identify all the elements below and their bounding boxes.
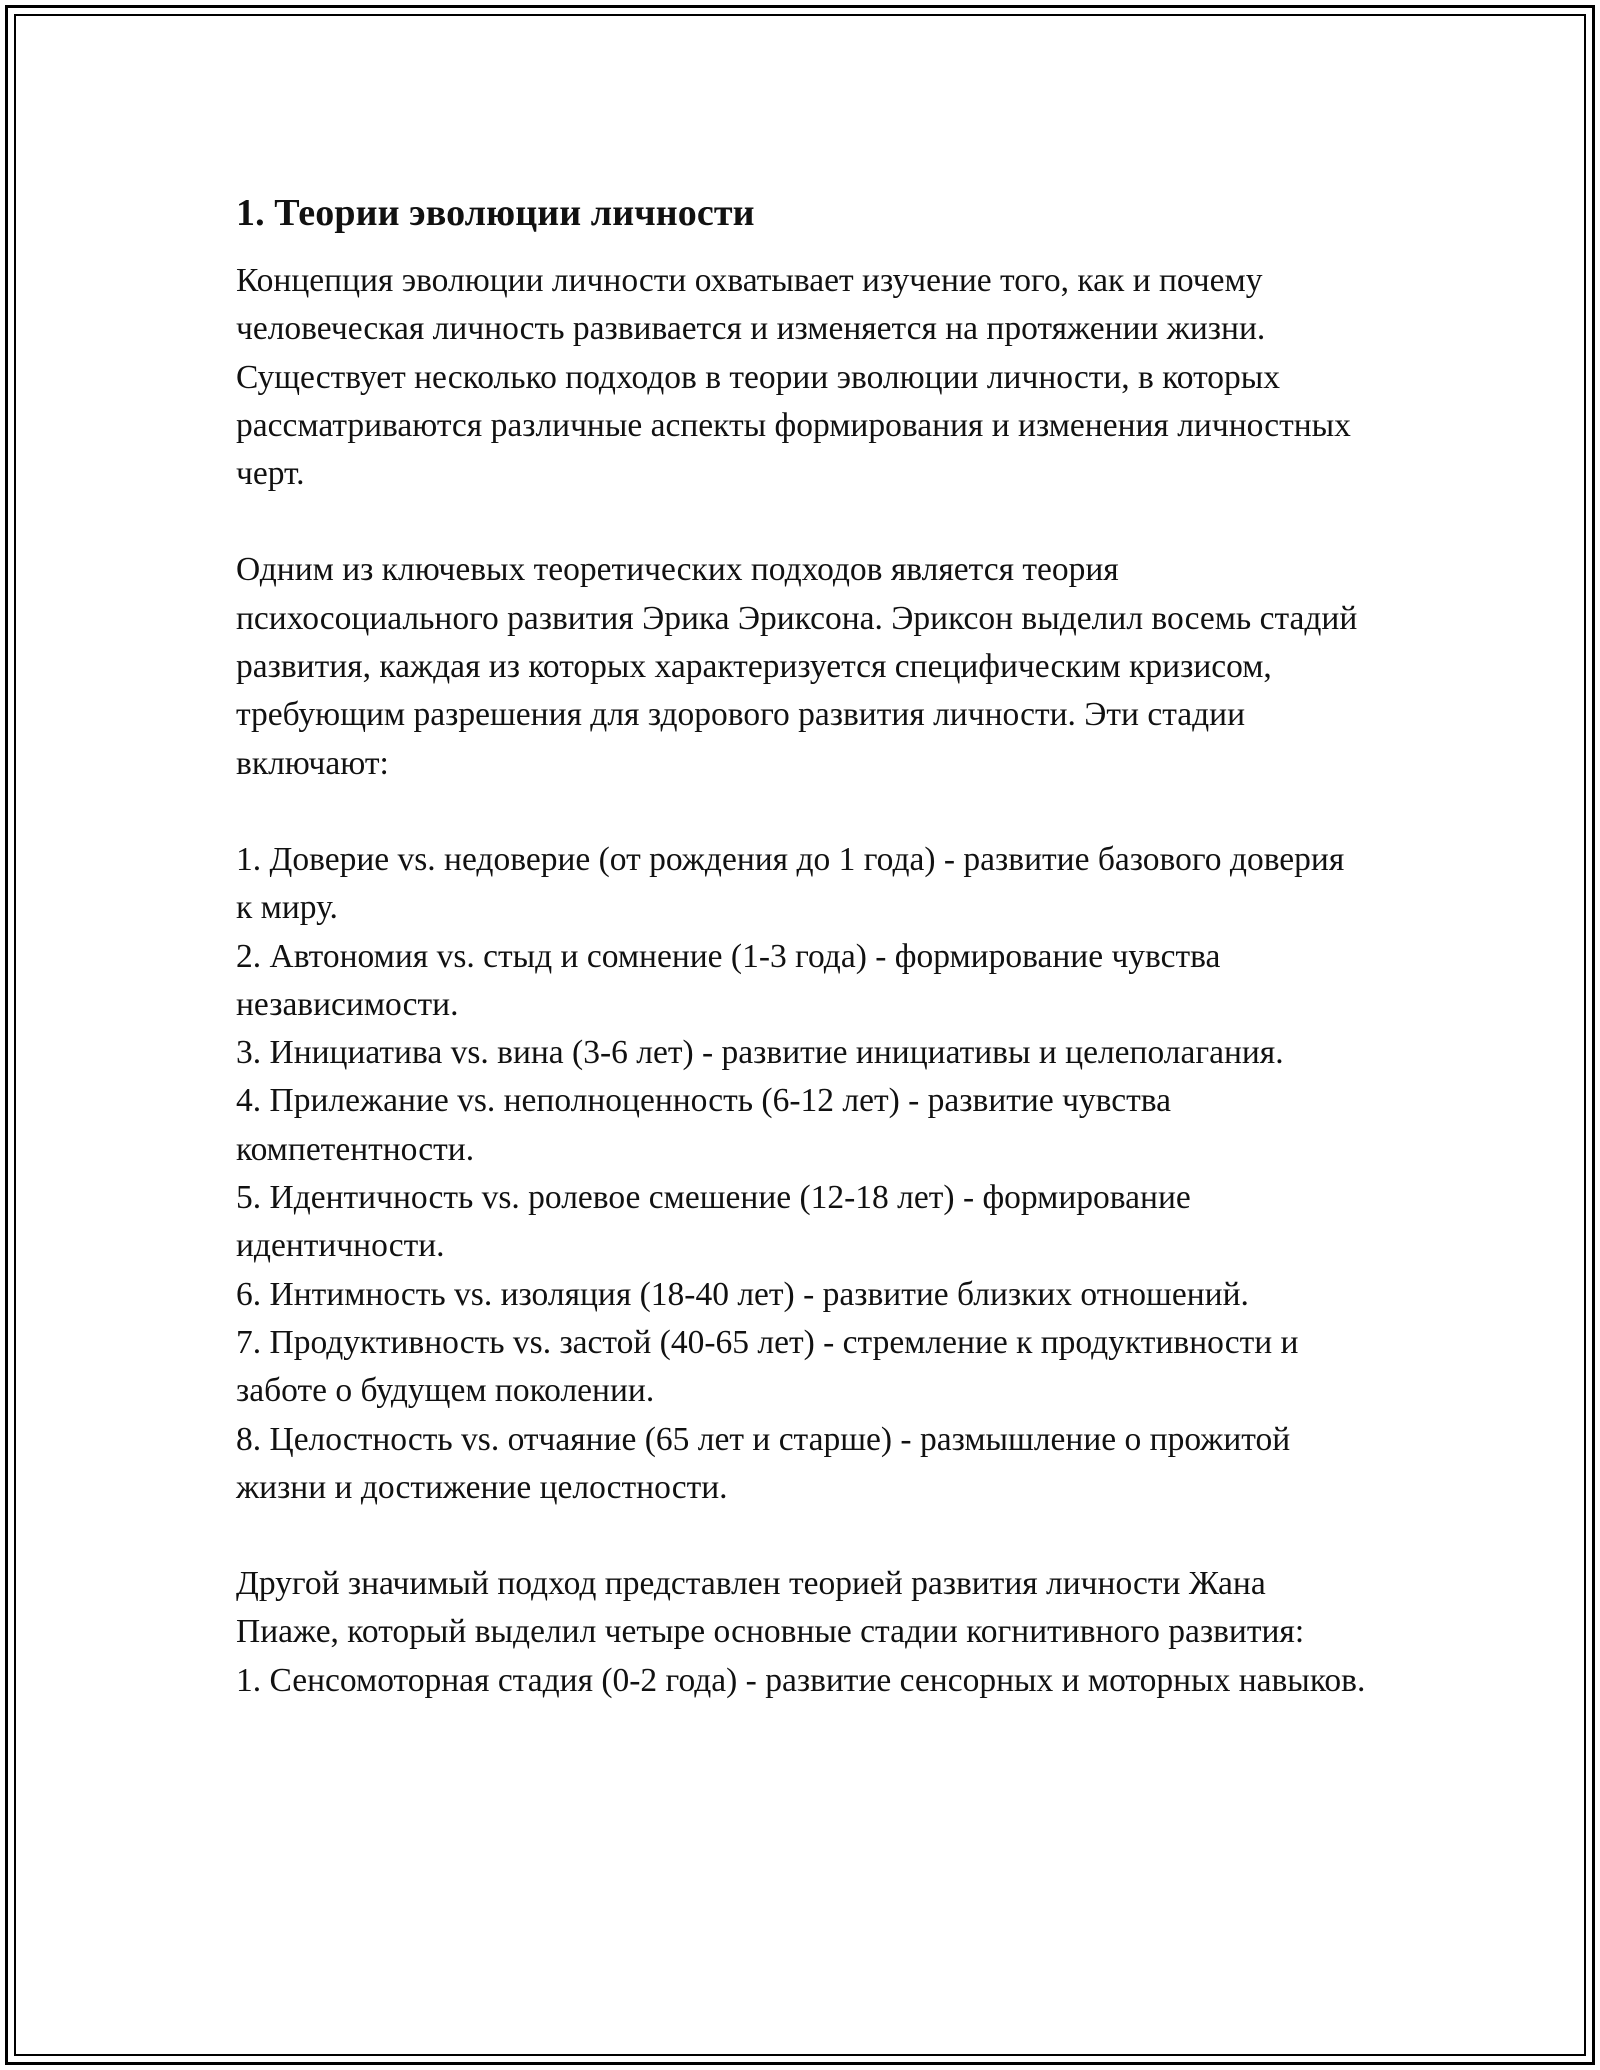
paragraph-gap [236, 498, 1366, 546]
piaget-stage-item: 1. Сенсомоторная стадия (0-2 года) - развитие сенсорных и моторных навыков. [236, 1661, 1366, 1699]
erikson-stage-item: 4. Прилежание vs. неполноценность (6-12 лет) - развитие чувства компетентности. [236, 1082, 1172, 1168]
paragraph-gap [236, 788, 1366, 836]
paragraph-gap [236, 1512, 1366, 1560]
erikson-stage-item: 8. Целостность vs. отчаяние (65 лет и старше) - размышление о прожитой жизни и достижение целостности. [236, 1420, 1291, 1506]
piaget-stages-list [236, 1657, 1366, 1705]
piaget-intro-paragraph: Другой значимый подход представлен теорией развития личности Жана Пиаже, который выделил четыре основные стадии когнитивного развития: [236, 1565, 1305, 1651]
erikson-stage-item: 5. Идентичность vs. ролевое смешение (12-18 лет) - формирование идентичности. [236, 1179, 1191, 1265]
section-heading: 1. Теории эволюции личности [236, 192, 755, 234]
erikson-stage-item: 3. Инициатива vs. вина (3-6 лет) - развитие инициативы и целеполагания. [236, 1034, 1284, 1072]
document-body [236, 184, 1366, 1705]
erikson-stage-item: 1. Доверие vs. недоверие (от рождения до 1 года) - развитие базового доверия к миру. [236, 840, 1345, 927]
erikson-stage-item: 7. Продуктивность vs. застой (40-65 лет) - стремление к продуктивности и заботе о будущем поколении. [236, 1323, 1299, 1410]
intro-paragraph: Концепция эволюции личности охватывает изучение того, как и почему человеческая личность развивается и изменяется на протяжении жизни. Существует несколько подходов в теории эволюции личности, в которых рассматриваются различные аспекты формирования и изменения личностных черт. [236, 262, 1351, 493]
erikson-stage-item: 2. Автономия vs. стыд и сомнение (1-3 года) - формирование чувства независимости. [236, 937, 1221, 1023]
erikson-intro-paragraph: Одним из ключевых теоретических подходов является теория психосоциального развития Эрика Эриксона. Эриксон выделил восемь стадий развития, каждая из которых характеризуется специфическим кризисом, требующим разрешения для здорового развития личности. Эти стадии включают: [236, 551, 1358, 782]
erikson-stage-item: 6. Интимность vs. изоляция (18-40 лет) - развитие близких отношений. [236, 1275, 1249, 1313]
erikson-stages-list [236, 836, 1366, 1512]
